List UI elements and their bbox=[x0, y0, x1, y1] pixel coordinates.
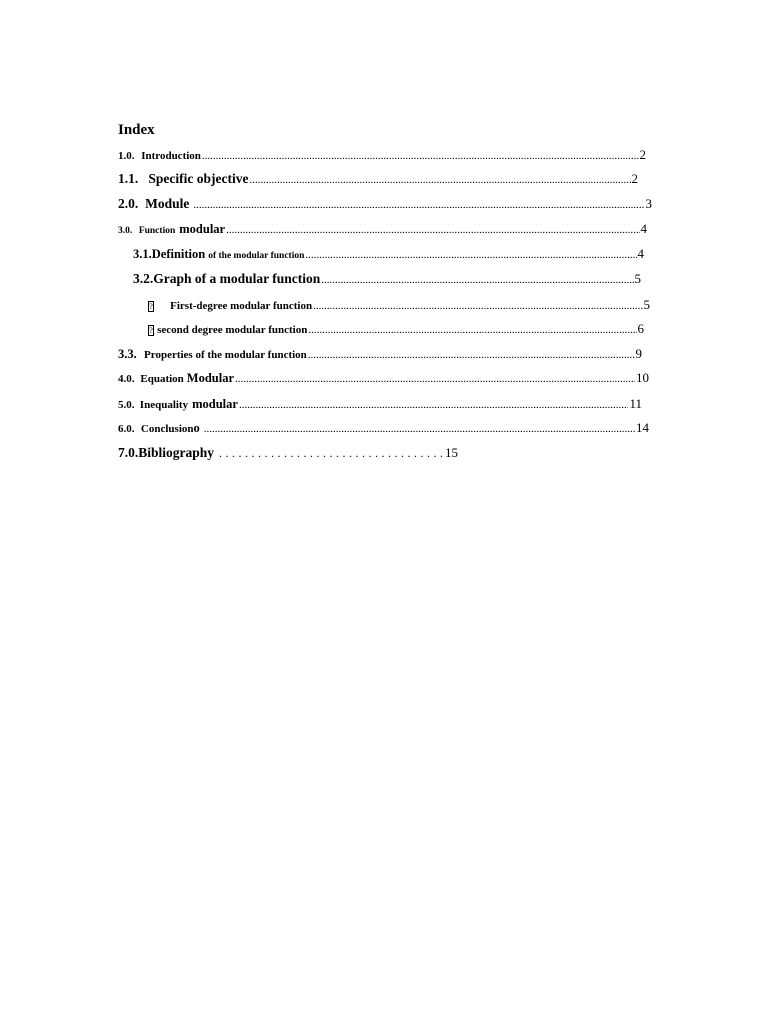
toc-entry-page: 5 bbox=[643, 297, 650, 312]
toc-entry-title: Definition bbox=[151, 247, 206, 261]
toc-entry-title: Inequality bbox=[139, 399, 189, 411]
toc-entry-title: Properties of the modular function bbox=[144, 349, 307, 361]
toc-entry-page: 2 bbox=[631, 171, 638, 186]
toc-leader-dots bbox=[313, 300, 642, 312]
toc-entry-page: 14 bbox=[636, 420, 649, 435]
toc-entry-page: 5 bbox=[634, 271, 641, 286]
toc-entry-number: 7.0. bbox=[118, 445, 139, 460]
toc-entry-number: 3.1. bbox=[133, 247, 152, 261]
toc-entry-title: Graph of a modular function bbox=[153, 271, 321, 286]
toc-entry-title-extra: modular bbox=[179, 222, 226, 236]
toc-entry-introduction[interactable] bbox=[118, 147, 646, 163]
toc-entry-number: 3.0. bbox=[118, 226, 133, 236]
toc-entry-title: Specific objective bbox=[148, 171, 249, 186]
toc-entry-title: Conclusion bbox=[140, 423, 194, 435]
toc-entry-equation-modular[interactable] bbox=[118, 370, 649, 386]
toc-entry-specific-objective[interactable] bbox=[118, 171, 638, 187]
bullet-icon: ? bbox=[149, 302, 153, 311]
toc-entry-page: 6 bbox=[637, 321, 644, 336]
toc-entry-page: 15 bbox=[445, 445, 458, 460]
index-heading: Index bbox=[118, 122, 155, 138]
toc-entry-page: 4 bbox=[640, 221, 647, 236]
toc-entry-properties[interactable] bbox=[118, 346, 642, 362]
toc-leader-dots bbox=[239, 399, 629, 411]
toc-entry-conclusion[interactable] bbox=[118, 420, 649, 436]
toc-entry-number: 6.0. bbox=[118, 423, 135, 435]
toc-entry-title-extra: of the modular function bbox=[208, 251, 305, 261]
toc-entry-module[interactable] bbox=[118, 196, 652, 212]
toc-entry-bibliography[interactable] bbox=[118, 445, 458, 461]
toc-entry-function-modular[interactable] bbox=[118, 221, 647, 237]
toc-entry-inequality-modular[interactable] bbox=[118, 396, 642, 412]
toc-entry-title: Equation bbox=[140, 373, 184, 385]
toc-entry-second-degree[interactable] bbox=[148, 321, 644, 337]
toc-entry-title-extra: o bbox=[193, 421, 200, 435]
toc-entry-title: second degree modular function bbox=[157, 324, 308, 336]
toc-entry-page: 4 bbox=[637, 246, 644, 261]
toc-entry-number: 3.2. bbox=[133, 271, 154, 286]
toc-entry-page: 10 bbox=[636, 370, 649, 385]
bullet-icon: ? bbox=[149, 326, 153, 335]
toc-entry-title: Introduction bbox=[141, 150, 201, 162]
toc-entry-page: 2 bbox=[639, 147, 646, 162]
toc-entry-title: First-degree modular function bbox=[170, 300, 313, 312]
toc-entry-first-degree[interactable] bbox=[148, 297, 650, 313]
toc-leader-dots bbox=[204, 423, 635, 435]
toc-entry-title-extra: Modular bbox=[186, 371, 235, 385]
toc-entry-title: Module bbox=[145, 196, 190, 211]
toc-leader-dots bbox=[249, 174, 630, 186]
toc-entry-number: 4.0. bbox=[118, 373, 135, 385]
toc-leader-dots bbox=[219, 446, 444, 461]
toc-entry-title: Function bbox=[138, 226, 176, 236]
toc-entry-definition[interactable] bbox=[133, 246, 644, 262]
toc-leader-dots bbox=[308, 324, 636, 336]
toc-entry-number: 2.0. bbox=[118, 196, 139, 211]
toc-entry-page: 3 bbox=[645, 196, 652, 211]
toc-entry-title-extra: modular bbox=[192, 397, 238, 411]
toc-leader-dots bbox=[321, 274, 633, 286]
toc-leader-dots bbox=[202, 150, 639, 162]
toc-entry-number: 1.0. bbox=[118, 150, 135, 162]
toc-entry-title: Bibliography bbox=[138, 445, 215, 460]
toc-leader-dots bbox=[193, 199, 644, 211]
toc-leader-dots bbox=[305, 249, 636, 261]
toc-entry-page: 9 bbox=[635, 346, 642, 361]
toc-entry-number: 3.3. bbox=[118, 347, 137, 361]
toc-entry-graph[interactable] bbox=[133, 271, 641, 287]
toc-entry-number: 5.0. bbox=[118, 399, 135, 411]
toc-leader-dots bbox=[308, 349, 635, 361]
toc-leader-dots bbox=[235, 373, 635, 385]
toc-entry-number: 1.1. bbox=[118, 171, 139, 186]
toc-leader-dots bbox=[226, 224, 639, 236]
toc-entry-page: 11 bbox=[629, 396, 642, 411]
